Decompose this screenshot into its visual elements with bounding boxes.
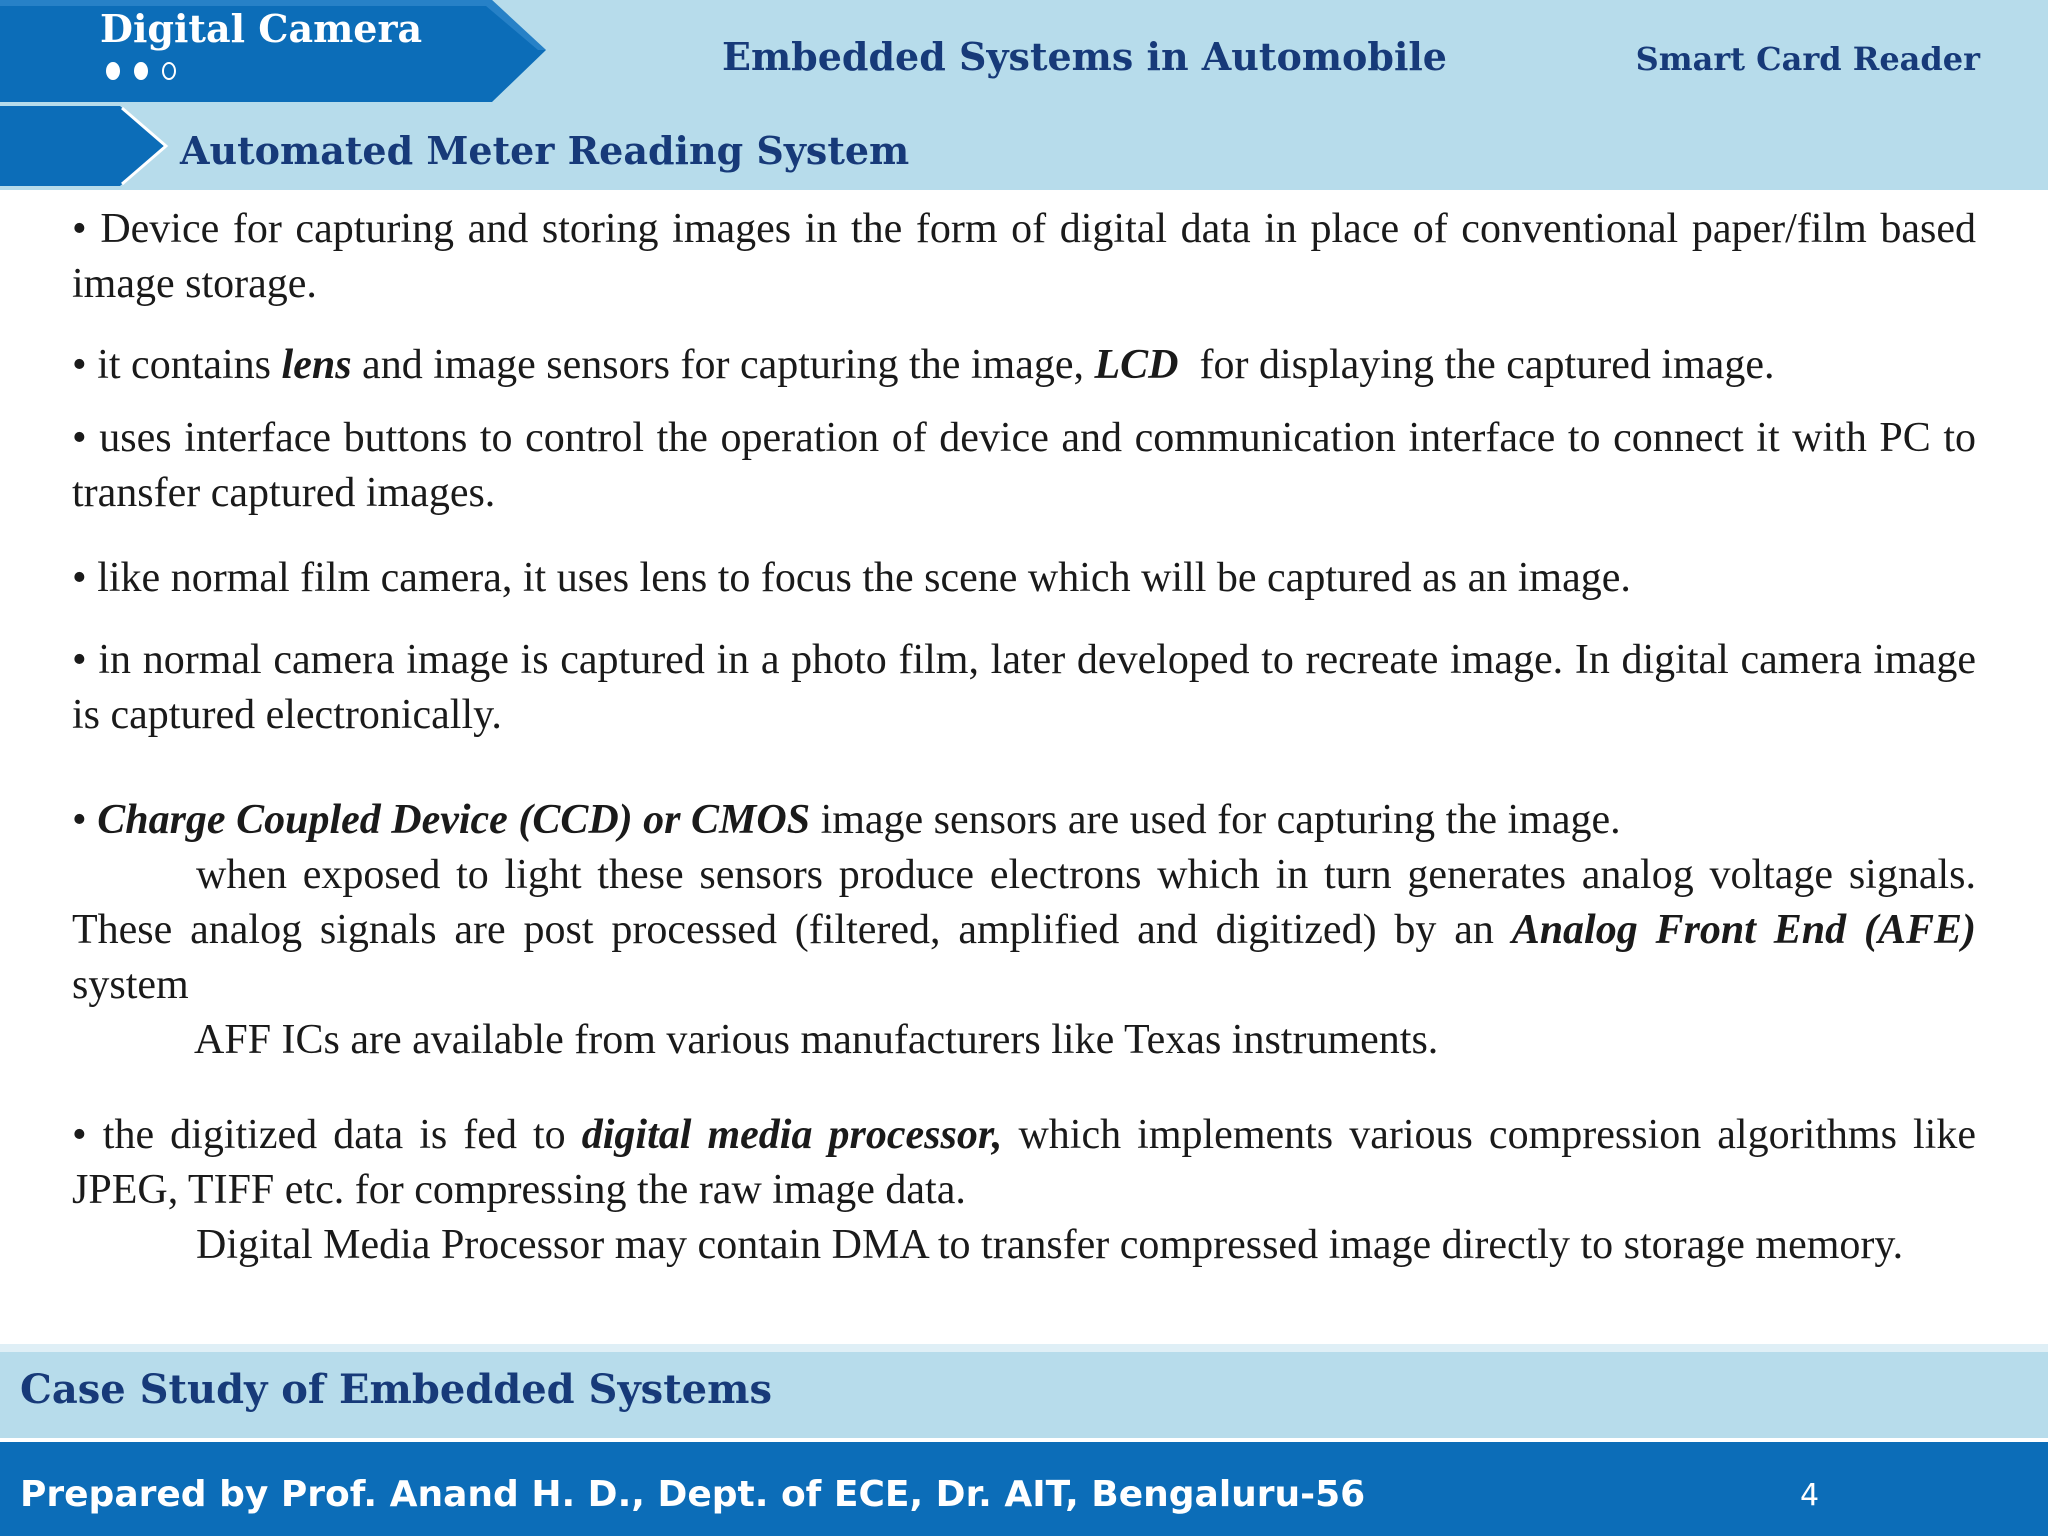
section-title-automated-meter-reading[interactable]: Automated Meter Reading System — [180, 128, 910, 173]
paragraph-text: it contains — [97, 342, 282, 388]
bullet-paragraph-film-vs-digital — [72, 633, 1976, 743]
bullet-paragraph-lens-focus — [72, 551, 1976, 606]
bullet-marker: • — [72, 555, 87, 601]
bullet-marker: • — [72, 797, 87, 843]
paragraph-text: system — [72, 962, 189, 1008]
progress-dot-filled — [134, 62, 148, 80]
section-bar — [0, 106, 200, 186]
term-lens: lens — [281, 342, 352, 388]
bullet-marker: • — [72, 1112, 87, 1158]
paragraph-text: which implements various compression algorithms like JPEG, TIFF etc. for compressing the raw image data. — [72, 1112, 1976, 1213]
bullet-paragraph-interface — [72, 411, 1976, 521]
term-digital-media-processor: digital media processor, — [581, 1112, 1003, 1158]
paragraph-text: in normal camera image is captured in a photo film, later developed to recreate image. In digital camera image is captured electronically. — [72, 637, 1977, 738]
term-afe: Analog Front End (AFE) — [1511, 907, 1976, 953]
footer-divider — [0, 1344, 2048, 1352]
section-progress-dots — [106, 62, 176, 80]
bullet-marker: • — [72, 415, 87, 461]
term-ccd-cmos: Charge Coupled Device (CCD) or CMOS — [97, 797, 811, 843]
paragraph-text: AFF ICs are available from various manufacturers like Texas instruments. — [194, 1017, 1439, 1063]
bullet-paragraph-definition — [72, 202, 1976, 312]
sub-paragraph-aff-ics — [72, 1013, 1976, 1068]
footer-author-credit: Prepared by Prof. Anand H. D., Dept. of ECE, Dr. AIT, Bengaluru-56 — [20, 1474, 1366, 1515]
progress-dot-empty — [162, 62, 176, 80]
bullet-paragraph-sensors — [72, 793, 1976, 848]
section-bar-arrow — [0, 106, 168, 186]
paragraph-text: image sensors are used for capturing the image. — [810, 797, 1621, 843]
paragraph-text: Device for capturing and storing images in the form of digital data in place of conventional paper/film based image storage. — [72, 206, 1976, 307]
paragraph-text: when exposed to light these sensors produce electrons which in turn generates analog voltage signals. These analog signals are post processed (filtered, amplified and digitized) by an — [72, 852, 1976, 953]
tab-smart-card-reader[interactable]: Smart Card Reader — [1635, 40, 1980, 78]
progress-dot-filled — [106, 62, 120, 80]
paragraph-text: for displaying the captured image. — [1178, 342, 1775, 388]
paragraph-text: like normal film camera, it uses lens to focus the scene which will be captured as an image. — [97, 555, 1631, 601]
footer-title: Case Study of Embedded Systems — [20, 1366, 772, 1413]
paragraph-text: the digitized data is fed to — [102, 1112, 582, 1158]
bullet-paragraph-media-processor — [72, 1108, 1976, 1218]
sub-paragraph-dma — [72, 1218, 1976, 1273]
bullet-marker: • — [72, 342, 87, 388]
page-number: 4 — [1800, 1478, 1820, 1513]
bullet-marker: • — [72, 206, 87, 252]
slide-content — [72, 196, 1976, 1273]
paragraph-text: and image sensors for capturing the image, — [351, 342, 1095, 388]
bullet-paragraph-components — [72, 338, 1976, 393]
term-lcd: LCD — [1094, 342, 1179, 388]
active-tab-title[interactable]: Digital Camera — [100, 6, 423, 51]
paragraph-text: uses interface buttons to control the operation of device and communication interface to connect it with PC to transfer captured images. — [72, 415, 1977, 516]
paragraph-text: Digital Media Processor may contain DMA to transfer compressed image directly to storage memory. — [196, 1222, 1904, 1268]
sub-paragraph-afe — [72, 848, 1976, 1013]
bullet-marker: • — [72, 637, 87, 683]
tab-embedded-systems-in-automobile[interactable]: Embedded Systems in Automobile — [722, 34, 1447, 79]
